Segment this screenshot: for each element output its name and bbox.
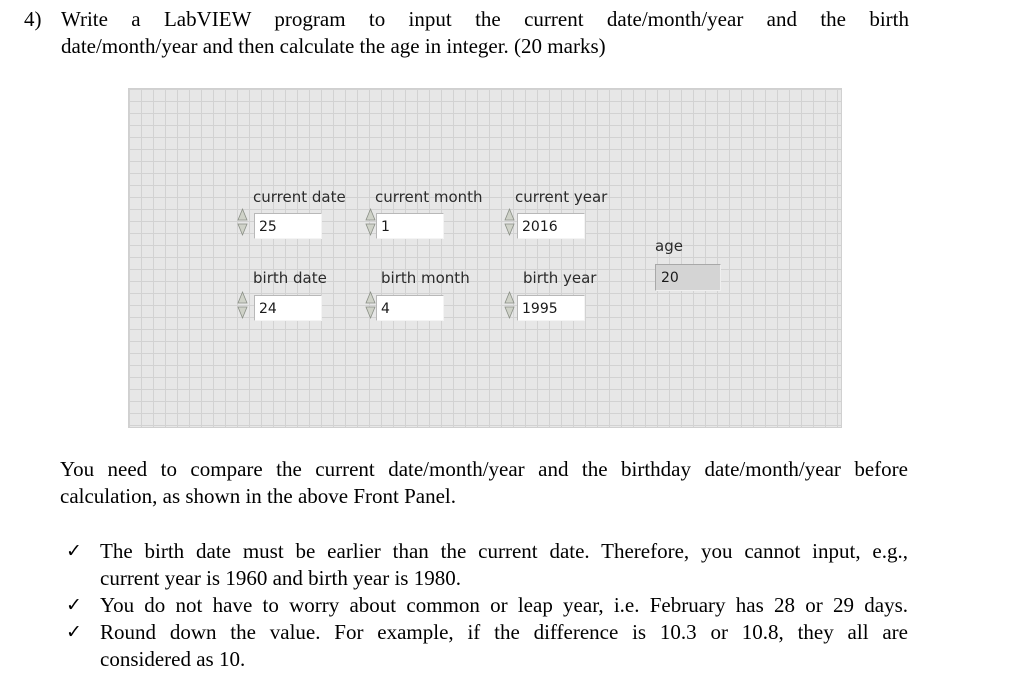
birth-date-spinner[interactable] bbox=[237, 290, 248, 320]
current-year-input[interactable]: 2016 bbox=[517, 213, 585, 239]
checkmark-icon: ✓ bbox=[66, 621, 82, 643]
birth-year-input[interactable]: 1995 bbox=[517, 295, 585, 321]
checkmark-icon: ✓ bbox=[66, 540, 82, 562]
birth-date-input[interactable]: 24 bbox=[254, 295, 322, 321]
bullet-1-line-1: The birth date must be earlier than the current date. Therefore, you cannot input, e.g., bbox=[100, 539, 908, 563]
labview-front-panel bbox=[128, 88, 842, 428]
question-number: 4) bbox=[24, 7, 42, 31]
bullet-1-line-2: current year is 1960 and birth year is 1980. bbox=[100, 566, 461, 590]
age-label: age bbox=[655, 237, 683, 255]
age-indicator: 20 bbox=[655, 264, 721, 291]
instruction-paragraph bbox=[60, 456, 908, 510]
current-date-label: current date bbox=[253, 188, 346, 206]
instruction-line-1: You need to compare the current date/month/year and the birthday date/month/year before bbox=[60, 457, 908, 481]
birth-month-label: birth month bbox=[381, 269, 470, 287]
list-item bbox=[60, 592, 908, 619]
question-text-line-2: date/month/year and then calculate the age in integer. (20 marks) bbox=[61, 34, 606, 58]
list-item bbox=[60, 619, 908, 673]
birth-year-label: birth year bbox=[523, 269, 597, 287]
birth-month-input[interactable]: 4 bbox=[376, 295, 444, 321]
current-year-spinner[interactable] bbox=[504, 207, 515, 237]
bullet-3-line-2: considered as 10. bbox=[100, 647, 246, 671]
bullet-3-line-1: Round down the value. For example, if the difference is 10.3 or 10.8, they all are bbox=[100, 620, 908, 644]
current-month-spinner[interactable] bbox=[365, 207, 376, 237]
requirements-list bbox=[60, 538, 908, 673]
birth-date-label: birth date bbox=[253, 269, 327, 287]
instruction-line-2: calculation, as shown in the above Front Panel. bbox=[60, 484, 456, 508]
current-month-label: current month bbox=[375, 188, 483, 206]
question-text-line-1: Write a LabVIEW program to input the current date/month/year and the birth bbox=[61, 7, 909, 31]
current-year-label: current year bbox=[515, 188, 608, 206]
checkmark-icon: ✓ bbox=[66, 594, 82, 616]
current-month-input[interactable]: 1 bbox=[376, 213, 444, 239]
list-item bbox=[60, 538, 908, 592]
birth-month-spinner[interactable] bbox=[365, 290, 376, 320]
current-date-spinner[interactable] bbox=[237, 207, 248, 237]
bullet-2-line-1: You do not have to worry about common or leap year, i.e. February has 28 or 29 days. bbox=[100, 593, 908, 617]
current-date-input[interactable]: 25 bbox=[254, 213, 322, 239]
birth-year-spinner[interactable] bbox=[504, 290, 515, 320]
